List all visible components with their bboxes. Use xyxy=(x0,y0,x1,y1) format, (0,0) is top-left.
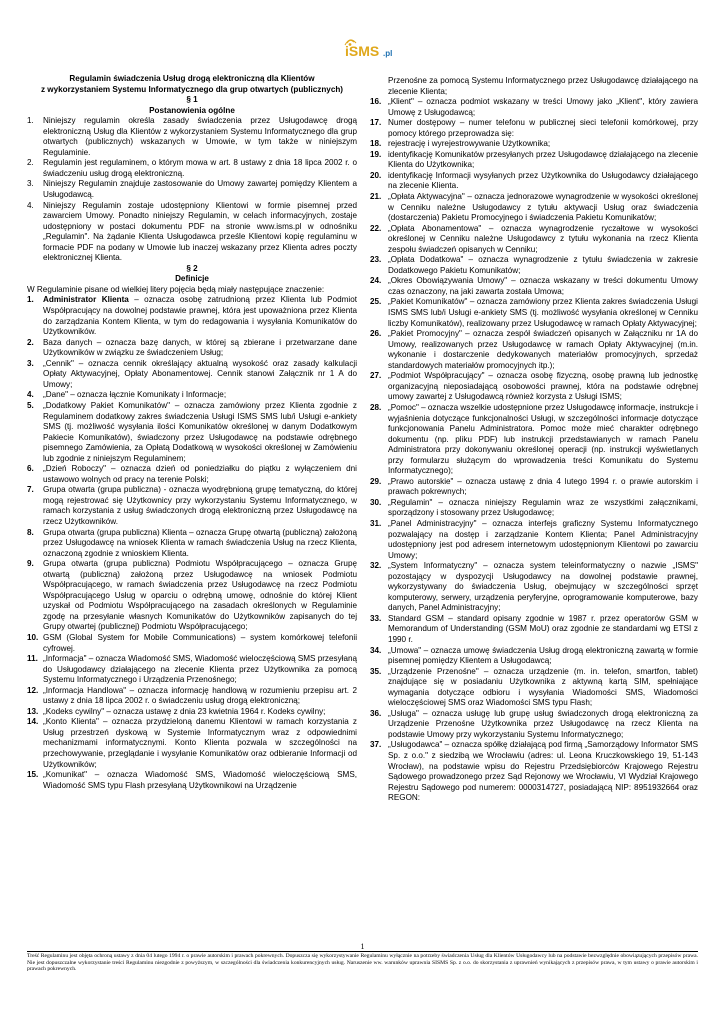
definition-item-text: „Informacja Handlowa" – oznacza informację handlową w rozumieniu przepisu art. 2 ustawy z dnia 18 lipca 2002 r. o świadczeniu usług drogą elektroniczną; xyxy=(43,685,357,706)
definition-item xyxy=(27,464,357,485)
definition-item xyxy=(370,97,698,118)
definition-item xyxy=(370,614,698,646)
definition-item-number: 19. xyxy=(370,149,382,159)
definition-item-number: 22. xyxy=(370,223,382,233)
definition-item xyxy=(27,390,357,401)
section-1-title: Postanowienia ogólne xyxy=(149,105,235,115)
definition-item-number: 23. xyxy=(370,255,382,265)
section-1-item-number: 1. xyxy=(27,116,34,126)
isms-logo xyxy=(339,36,399,60)
isms-logo-graphic xyxy=(339,36,399,60)
definition-item-number: 17. xyxy=(370,118,382,128)
definition-item xyxy=(370,276,698,297)
definition-item-text: „Dane" – oznacza łącznie Komunikaty i Informacje; xyxy=(43,390,227,400)
definition-item xyxy=(370,297,698,329)
definition-item xyxy=(27,359,357,391)
definition-item-number: 29. xyxy=(370,476,382,486)
definition-item-number: 27. xyxy=(370,371,382,381)
definition-item-number: 35. xyxy=(370,666,382,676)
definition-item-text: „System Informatyczny" – oznacza system teleinformatyczny o nazwie „ISMS" pozostający w dyspozycji Usługodawcy na dowolnej podstawie prawnej, wykorzystywany do świadczenia Usług, obejmujący w szczególności sprzęt komputerowy, serwery, urządzenia peryferyjne, oprogramowanie komputerowe, bazy danych, Panel Administracyjny; xyxy=(388,561,698,613)
section-2-number: § 2 xyxy=(186,263,198,273)
definition-item-text: „Dzień Roboczy" – oznacza dzień od poniedziałku do piątku z wyłączeniem dni ustawowo wolnych od pracy na terenie Polski; xyxy=(43,464,357,484)
definition-item-text: „Usługodawca" – oznacza spółkę działającą pod firmą „Samorządowy Informator SMS Sp. z o.o." z siedzibą we Wrocławiu (adres: ul. Leona Kruczkowskiego 19, 51-143 Wrocław), na podstawie wpisu do Rejestru Przedsiębiorców Krajowego Rejestru Sądowego prowadzonego przez Sąd Rejonowy we Wrocławiu, VI Wydział Krajowego Rejestru Sądowego pod numerem: 0000314727, posiadającą NIP: 8951932664 oraz REGON: xyxy=(388,740,698,803)
definition-item xyxy=(370,498,698,519)
definition-item-number: 1. xyxy=(27,295,34,305)
section-1-item-text: Niniejszy Regulamin znajduje zastosowanie do Umowy zawartej pomiędzy Klientem a Usługodawcą. xyxy=(43,179,357,200)
logo-suffix: .pl xyxy=(383,49,393,58)
definition-item-number: 24. xyxy=(370,276,382,286)
definition-item xyxy=(27,654,357,686)
definition-item xyxy=(370,192,698,224)
definition-item xyxy=(27,707,357,718)
definition-item-number: 33. xyxy=(370,613,382,623)
definition-item xyxy=(27,717,357,770)
definition-item-number: 32. xyxy=(370,561,382,571)
definition-item-number: 4. xyxy=(27,390,34,400)
definition-item xyxy=(27,338,357,359)
definition-item-number: 15. xyxy=(27,770,39,780)
definition-item-text: „Konto Klienta" – oznacza przydzieloną danemu Klientowi w ramach korzystania z Usług przestrzeń dyskową w Systemie Informatycznym wraz z odpowiednimi mechanizmami informatycznymi. Konto Klienta pozwala w szczególności na przechowywanie, przeglądanie i wysyłanie Komunikatów oraz odbieranie Informacji od Użytkowników; xyxy=(43,717,357,769)
definition-item xyxy=(27,559,357,633)
definition-item-number: 12. xyxy=(27,685,39,695)
definition-item-number: 36. xyxy=(370,708,382,718)
section-1-item-text: Niniejszy Regulamin zostaje udostępniony Klientowi w formie pisemnej przed zawarciem Umowy. Ponadto niniejszy Regulamin, w celach informacyjnych, zostaje udostępniony w postaci dokumentu PDF na stronie www.isms.pl w odnośniku „Regulamin". Na żądanie Klienta Usługodawca prześle Klientowi kopię regulaminu w formacie PDF na podany w Umowie lub inaczej wskazany przez Klienta adres poczty elektronicznej Klienta. xyxy=(43,200,357,263)
definition-item-text: „Komunikat" – oznacza Wiadomość SMS, Wiadomość wieloczęściową SMS, Wiadomość SMS typu Flash przesyłaną Użytkownikowi na Urządzenie xyxy=(43,770,357,790)
definition-item-text: identyfikację Informacji wysyłanych przez Użytkownika do Usługodawcy działającego na zlecenie Klienta. xyxy=(388,170,698,191)
section-1-item xyxy=(27,158,357,179)
definition-item-text: identyfikację Komunikatów przesyłanych przez Usługodawcę działającego na zlecenie Klienta do Użytkownika; xyxy=(388,149,698,170)
definitions-list-right xyxy=(370,97,698,804)
definition-item-text: rejestrację i wyrejestrowywanie Użytkownika; xyxy=(388,139,551,149)
section-1-item-text: Niniejszy regulamin określa zasady świadczenia przez Usługodawcę drogą elektroniczną Usług dla Klientów z wykorzystaniem Systemu Informatycznego dla grup otwartych (publicznych) wskazanych w Umowie, w tym także w niniejszym Regulaminie. xyxy=(43,116,357,157)
section-1-list xyxy=(27,116,357,264)
definition-item-number: 21. xyxy=(370,192,382,202)
definition-item xyxy=(27,485,357,527)
definition-item-number: 11. xyxy=(27,654,38,664)
definition-item-text: „Pomoc" – oznacza wszelkie udostępnione przez Usługodawcę informacje, instrukcje i wyjaśnienia dotyczące funkcjonalności Usługi, w szczególności informacje dotyczące funkcjonowania Panelu Administratora. Pomoc może mieć charakter odrębnego dokumentu (np. pliku PDF) lub instrukcji przedstawianych w ramach Panelu Administratora przy dokonywaniu określonej operacji (np. instrukcji wyświetlanych przy formularzu służącym do wprowadzenia treści Komunikatu do Systemu Informatycznego); xyxy=(388,402,698,476)
definition-item-text: GSM (Global System for Mobile Communications) – system komórkowej telefonii cyfrowej. xyxy=(43,632,357,653)
definition-item xyxy=(370,646,698,667)
definition-item-number: 10. xyxy=(27,632,39,642)
definition-item-text: „Kodeks cywilny" – oznacza ustawę z dnia 23 kwietnia 1964 r. Kodeks cywilny; xyxy=(43,706,326,716)
definition-continuation-text: Przenośne za pomocą Systemu Informatycznego przez Usługodawcę działającego na zlecenie Klienta; xyxy=(388,76,698,96)
definition-item xyxy=(27,295,357,337)
definition-item-text: Numer dostępowy – numer telefonu w publicznej sieci telefonii komórkowej, przy pomocy którego przeprowadza się: xyxy=(388,118,698,138)
section-1-item-number: 3. xyxy=(27,179,34,189)
section-1-number: § 1 xyxy=(186,95,198,105)
section-1-item-number: 2. xyxy=(27,158,34,168)
definition-item xyxy=(27,770,357,791)
definition-item-number: 16. xyxy=(370,97,382,107)
definition-item-text: Standard GSM – standard opisany zgodnie w 1987 r. przez operatorów GSM w Memorandum of Understanding (GSM MoU) oraz zgodnie ze standardami wg ETSI z 1990 r. xyxy=(388,613,698,644)
definition-item-number: 30. xyxy=(370,497,382,507)
definition-item-number: 25. xyxy=(370,297,382,307)
definition-item xyxy=(370,667,698,709)
footer-divider xyxy=(27,951,698,952)
definition-item xyxy=(370,561,698,614)
definition-item-text: Administrator Klienta – oznacza osobę zatrudnioną przez Klienta lub Podmiot Współpracujący na dowolnej podstawie prawnej, która jest upoważniona przez Klienta do zarządzania Kontem Klienta, w tym do redagowania i wysyłania Komunikatów do Użytkowników. xyxy=(43,295,357,337)
definition-item-number: 37. xyxy=(370,740,382,750)
definition-item-text: „Klient" – oznacza podmiot wskazany w treści Umowy jako „Klient", który zawiera Umowę z Usługodawcą; xyxy=(388,97,698,117)
definition-item-number: 26. xyxy=(370,329,382,339)
definition-item xyxy=(370,150,698,171)
definition-item-text: „Umowa" – oznacza umowę świadczenia Usług drogą elektroniczną zawartą w formie pisemnej pomiędzy Klientem a Usługodawcą; xyxy=(388,645,698,666)
definition-item-term: Administrator Klienta xyxy=(43,295,129,305)
definition-item-text: Grupa otwarta (grupa publiczna) Podmiotu Współpracującego – oznacza Grupę otwartą (publiczną) założoną przez Usługodawcę na wniosek Podmiotu Współpracującego, w ramach świadczenia przez Usługodawcę na rzecz Podmiotu Współpracującego Usług w oparciu o odrębną umowę, odnośnie do której Klient uzyskał od Podmiotu Współpracującego na zasadach określonych w Regulaminie zgodę na przesyłanie własnych Komunikatów do Użytkowników zapisanych do tej Grupy otwartej (publicznej) Podmiotu Współpracującego; xyxy=(43,559,357,632)
definition-item-text: „Urządzenie Przenośne" – oznacza urządzenie (m. in. telefon, smartfon, tablet) znajdujące się w posiadaniu Użytkownika z aktywną kartą SIM, spełniające wymagania dotyczące odbioru i wysyłania Wiadomości SMS, Wiadomości wieloczęściowej SMS oraz Wiadomości SMS typu Flash; xyxy=(388,666,698,708)
definition-item xyxy=(370,329,698,371)
definition-item xyxy=(370,224,698,256)
definition-item-text: „Informacja" – oznacza Wiadomość SMS, Wiadomość wieloczęściową SMS przesyłaną do Usługodawcy działającego na zlecenie Klienta przez Użytkownika za pomocą Systemu Informatycznego i Urządzenia Przenośnego; xyxy=(43,654,358,685)
definition-item-number: 5. xyxy=(27,400,34,410)
definition-item-number: 18. xyxy=(370,139,382,149)
section-1-item-number: 4. xyxy=(27,200,34,210)
definition-item-text: Grupa otwarta (grupa publiczna) Klienta – oznacza Grupę otwartą (publiczną) założoną przez Usługodawcę na wniosek Klienta w ramach świadczenia Usług na rzecz Klienta, oznaczoną zgodnie z wnioskiem Klienta. xyxy=(43,527,357,558)
definition-item-number: 8. xyxy=(27,527,34,537)
definition-item-text: „Usługa" – oznacza usługę lub grupę usług świadczonych drogą elektroniczną za Urządzenie Przenośne Użytkownika przez Usługodawcę na rzecz Klienta na podstawie Umowy przy wykorzystaniu Systemu Informatycznego; xyxy=(388,708,698,739)
definition-item xyxy=(370,255,698,276)
definition-item xyxy=(370,118,698,139)
definition-item xyxy=(27,633,357,654)
definition-item-number: 14. xyxy=(27,717,39,727)
definition-item xyxy=(370,403,698,477)
definition-item xyxy=(370,139,698,150)
definition-item-text: „Opłata Aktywacyjna" – oznacza jednorazowe wynagrodzenie w wysokości określonej w Cenniku należne Usługodawcy z tytułu aktywacji Usług oraz świadczenia (dostarczenia) Pakietu Promocyjnego i świadczenia Pakietu Komunikatów; xyxy=(388,192,698,223)
section-1-item-text: Regulamin jest regulaminem, o którym mowa w art. 8 ustawy z dnia 18 lipca 2002 r. o świadczeniu usług drogą elektroniczną. xyxy=(43,158,357,178)
definition-item-number: 6. xyxy=(27,464,34,474)
document-title-line1: Regulamin świadczenia Usług drogą elektroniczną dla Klientów xyxy=(69,74,315,83)
definition-item-text: „Podmiot Współpracujący" – oznacza osobę fizyczną, osobę prawną lub jednostkę organizacyjną nieposiadającą osobowości prawnej, która na podstawie odrębnej umowy zawartej z Usługodawcą również korzysta z Usługi ISMS; xyxy=(388,371,698,402)
logo-text: iSMS xyxy=(345,43,380,59)
copyright-footer: Treść Regulaminu jest objęta ochroną ustawy z dnia 04 lutego 1994 r. o prawie autorskim i prawach pokrewnych. Dopuszcza się wykorzystywanie Regulaminu wyłącznie na potrzeby świadczenia Usług dla Klientów Usługodawcy lub na podstawie bezwzględnie obowiązujących przepisów prawa. Nie jest dopuszczalne wykorzystanie treści Regulaminu niezgodnie z powyższym, w szczególności dla świadczenia konkurencyjnych usług. Naruszenie ww. warunków uprawnia SISMS Sp. z o.o. do skorzystania z uprawnień wynikających z przepisów prawa, w tym ustawy o prawie autorskim i prawach pokrewnych. xyxy=(27,953,698,973)
definition-item-number: 7. xyxy=(27,485,34,495)
section-1-item xyxy=(27,179,357,200)
left-column xyxy=(27,74,357,791)
definition-item-text: Baza danych – oznacza bazę danych, w której są zbierane i przetwarzane dane Użytkowników w związku ze świadczeniem Usług; xyxy=(43,337,357,358)
definition-item xyxy=(27,686,357,707)
definition-item-text: „Dodatkowy Pakiet Komunikatów" – oznacza zamówiony przez Klienta zgodnie z Regulaminem dodatkowy zakres świadczenia Usługi ISMS SMS lub/i Usługi e-ankiety SMS (tj. możliwość wysyłania ilości Komunikatów określonej w danym Dodatkowym Pakiecie Komunikatów), świadczony przez Usługodawcę na podstawie odrębnego pisemnego Zamówienia, za Opłatą Dodatkową w wysokości określonej w Zamówieniu lub zgodnie z niniejszym Regulaminem; xyxy=(43,400,357,463)
definition-item xyxy=(370,477,698,498)
definition-item-number: 9. xyxy=(27,559,34,569)
definition-item-text: „Regulamin" – oznacza niniejszy Regulamin wraz ze wszystkimi załącznikami, sporządzony i stosowany przez Usługodawcę; xyxy=(388,497,698,518)
section-1-item xyxy=(27,201,357,264)
definition-item-number: 28. xyxy=(370,402,382,412)
definition-item-number: 2. xyxy=(27,337,34,347)
definitions-list-left xyxy=(27,295,357,791)
definition-item xyxy=(370,709,698,741)
document-title-line2: z wykorzystaniem Systemu Informatycznego dla grup otwartych (publicznych) xyxy=(40,84,344,94)
definition-item-text: „Pakiet Promocyjny" – oznacza zespół świadczeń opisanych w Załączniku nr 1A do Umowy, realizowanych przez Usługodawcę w ramach Opłaty Aktywacyjnej (m.in. wykonanie i dostarczenie dedykowanych materiałów promocyjnych, sprzedaż standardowych materiałów promocyjnych itp.); xyxy=(388,329,698,370)
definition-item-number: 31. xyxy=(370,518,382,528)
definition-item-text: „Panel Administracyjny" – oznacza interfejs graficzny Systemu Informatycznego pozwalający na dostęp i zarządzanie Kontem Klienta; Panel Administracyjny udostępniony jest pod adresem internetowym udostępnionym Klientowi po zawarciu Umowy; xyxy=(388,518,698,560)
definition-item-text: „Opłata Dodatkowa" – oznacza wynagrodzenie z tytułu świadczenia w zakresie Dodatkowego Pakietu Komunikatów; xyxy=(388,255,698,275)
definition-item-text: „Opłata Abonamentowa" – oznacza wynagrodzenie ryczałtowe w wysokości określonej w Cenniku należne Usługodawcy z tytułu wykonania na rzecz Klienta zespołu świadczeń opisanych w Cenniku; xyxy=(388,223,698,254)
definition-item xyxy=(27,528,357,560)
right-column xyxy=(370,76,698,804)
definition-item-number: 3. xyxy=(27,358,34,368)
section-2-title: Definicje xyxy=(175,274,209,284)
definition-item xyxy=(370,519,698,561)
definition-item xyxy=(27,401,357,464)
definition-item-number: 13. xyxy=(27,706,39,716)
definition-item-number: 34. xyxy=(370,645,382,655)
definition-item xyxy=(370,371,698,403)
definition-item-text: „Cennik" – oznacza cennik określający aktualną wysokość oraz zasady kalkulacji Opłaty Aktywacyjnej, Opłaty Abonamentowej. Cennik stanowi Załącznik nr 1 A do Umowy; xyxy=(43,358,357,389)
section-1-item xyxy=(27,116,357,158)
definition-item-number: 20. xyxy=(370,170,382,180)
definition-item-text: Grupa otwarta (grupa publiczna) - oznacza wyodrębnioną grupę tematyczną, do której mogą rejestrować się Użytkownicy przy wykorzystaniu Systemu Informatycznego, w ramach korzystania z usług świadczonych drogą elektroniczną przez Usługodawcę na rzecz Użytkowników. xyxy=(43,485,357,526)
definition-item-text: „Prawo autorskie" – oznacza ustawę z dnia 4 lutego 1994 r. o prawie autorskim i prawach pokrewnych; xyxy=(388,476,698,497)
definition-item xyxy=(370,740,698,803)
page-number: 1 xyxy=(360,942,365,951)
definition-item xyxy=(370,171,698,192)
definition-item-text: „Pakiet Komunikatów" – oznacza zamówiony przez Klienta zakres świadczenia Usługi ISMS SMS lub/i Usługi e-ankiety SMS (tj. możliwość wysyłania określonej w Cenniku liczby Komunikatów), realizowany przez Usługodawcę w ramach Opłaty Aktywacyjnej; xyxy=(388,297,698,328)
definition-item-text: „Okres Obowiązywania Umowy" – oznacza wskazany w treści dokumentu Umowy czas oznaczony, na jaki zawarta została Umowa; xyxy=(388,276,698,296)
section-2-intro: W Regulaminie pisane od wielkiej litery pojęcia będą miały następujące znaczenie: xyxy=(27,284,325,294)
definition-continuation xyxy=(370,76,698,97)
